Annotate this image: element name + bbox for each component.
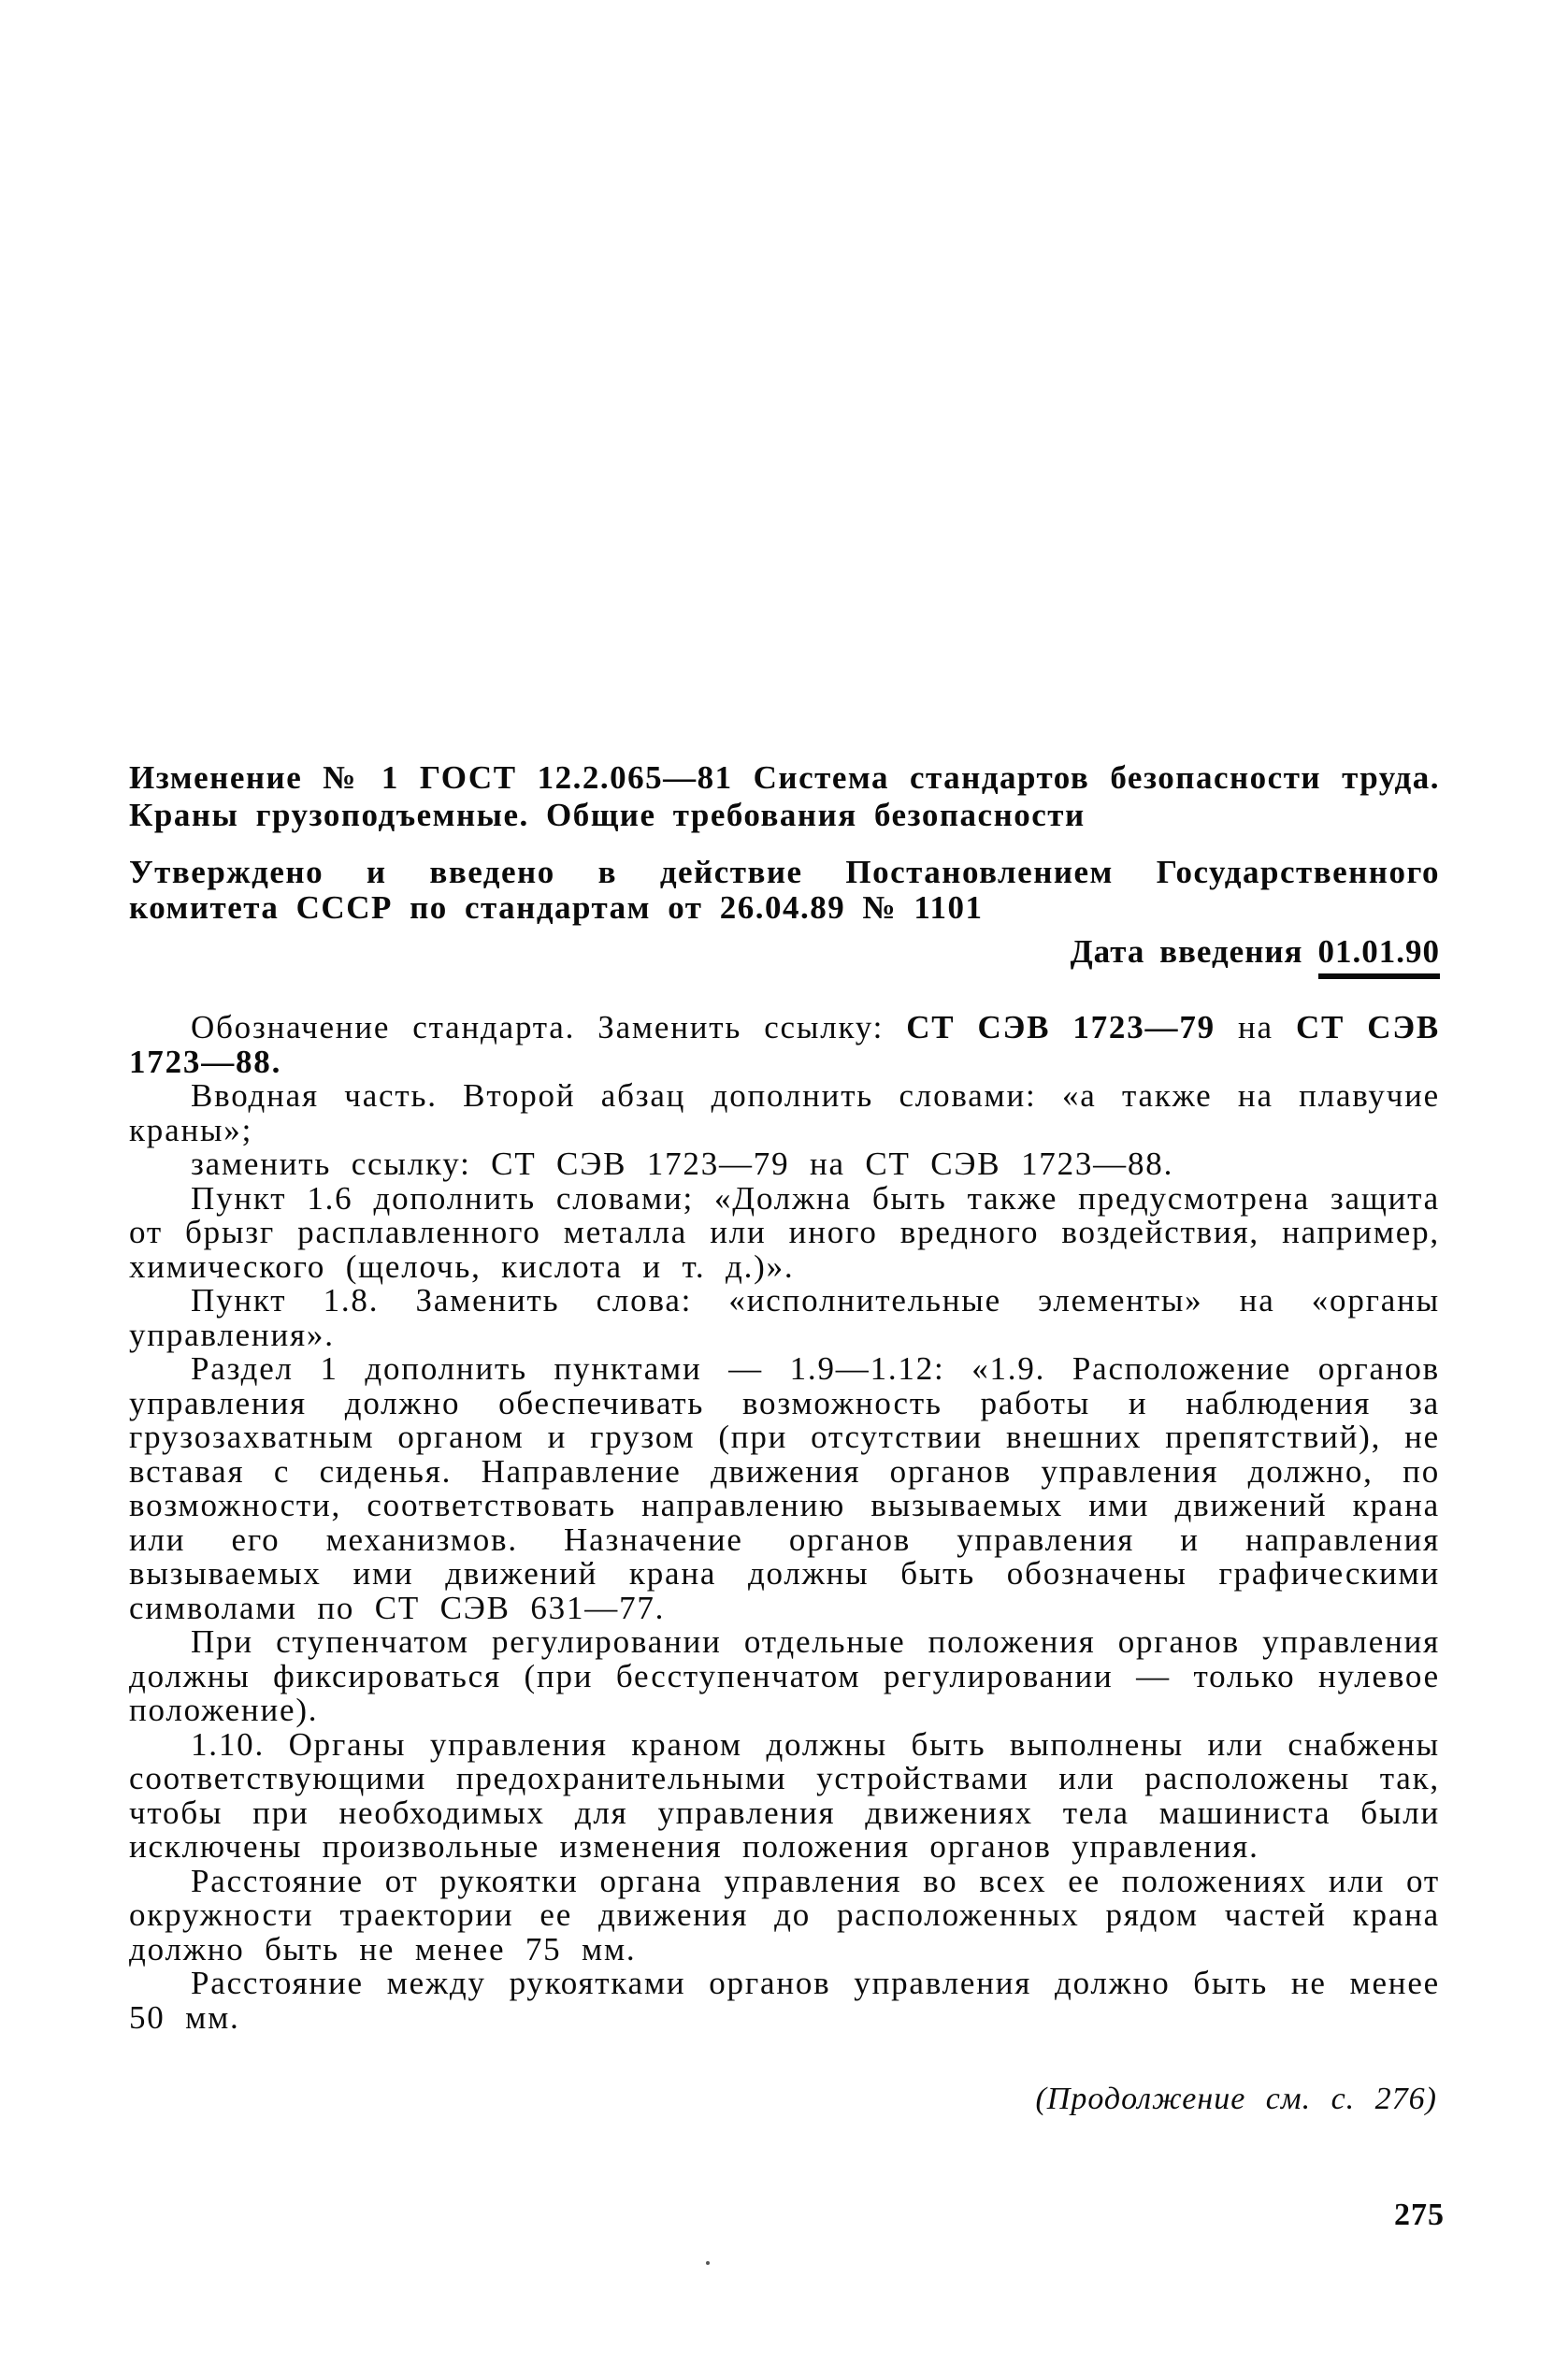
paragraph [129,1625,1440,1728]
effective-date-value: 01.01.90 [1318,933,1441,979]
paragraph [129,1967,1440,2035]
text-run: 1.10. Органы управления краном должны быть выполнены или снабжены соответствующими предохранительными устройствами или расположены так, чтобы при необходимых для управления движениях тела машиниста были исключены произвольные изменения положения органов управления. [129,1725,1440,1865]
text-run: Раздел 1 дополнить пунктами — 1.9—1.12: «1.9. Расположение органов управления должно обеспечивать возможность работы и наблюдения за грузозахватным органом и грузом (при отсутствии внешних препятствий), не вставая с сиденья. Направление движения органов управления должно, по возможности, соответствовать направлению вызываемых ими движений крана или его механизмов. Назначение органов управления и направления вызываемых ими движений крана должны быть обозначены графическими символами по СТ СЭВ 631—77. [129,1350,1440,1626]
text-run: Обозначение стандарта. Заменить ссылку: [191,1009,907,1045]
document-title: Изменение № 1 ГОСТ 12.2.065—81 Система стандартов безопасности труда. Краны грузоподъемные. Общие требования безопасности [129,759,1440,833]
text-run: Вводная часть. Второй абзац дополнить словами: «а также на плавучие краны»; [129,1077,1440,1148]
text-run: Пункт 1.6 дополнить словами; «Должна быть также предусмотрена защита от брызг расплавленного металла или иного вредного воздействия, например, химического (щелочь, кислота и т. д.)». [129,1179,1440,1285]
paragraph [129,1147,1440,1182]
scan-artifact-dot [706,2261,710,2265]
page-number: 275 [1394,2198,1445,2232]
paragraph [129,1284,1440,1352]
paragraph [129,1179,1440,1285]
document-body [129,1011,1440,2035]
text-run: на [1215,1009,1296,1045]
text-run: заменить ссылку: СТ СЭВ 1723—79 на СТ СЭВ 1723—88. [191,1146,1174,1182]
continuation-note: (Продолжение см. с. 276) [1035,2082,1437,2116]
effective-date-label: Дата введения [1070,933,1303,970]
text-run: Расстояние от рукоятки органа управления во всех ее положениях или от окружности траектории ее движения до расположенных рядом частей крана должно быть не менее 75 мм. [129,1862,1440,1968]
effective-date-line [129,933,1440,979]
text-run: При ступенчатом регулировании отдельные положения органов управления должны фиксироваться (при бесступенчатом регулировании — только нулевое положение). [129,1623,1440,1728]
text-column [129,759,1440,2035]
bold-text-run: СТ СЭВ 1723—79 [906,1009,1216,1045]
paragraph [129,1011,1440,1079]
paragraph [129,1725,1440,1865]
text-run: Пункт 1.8. Заменить слова: «исполнительные элементы» на «органы управления». [129,1282,1440,1353]
paragraph [129,1352,1440,1625]
text-run: Расстояние между рукоятками органов управления должно быть не менее 50 мм. [129,1965,1440,2036]
paragraph [129,1079,1440,1147]
bold-text-run: СТ СЭВ 1723—88. [129,1009,1441,1080]
approval-statement: Утверждено и введено в действие Постановлением Государственного комитета СССР по стандартам от 26.04.89 № 1101 [129,854,1440,926]
paragraph [129,1862,1440,1968]
